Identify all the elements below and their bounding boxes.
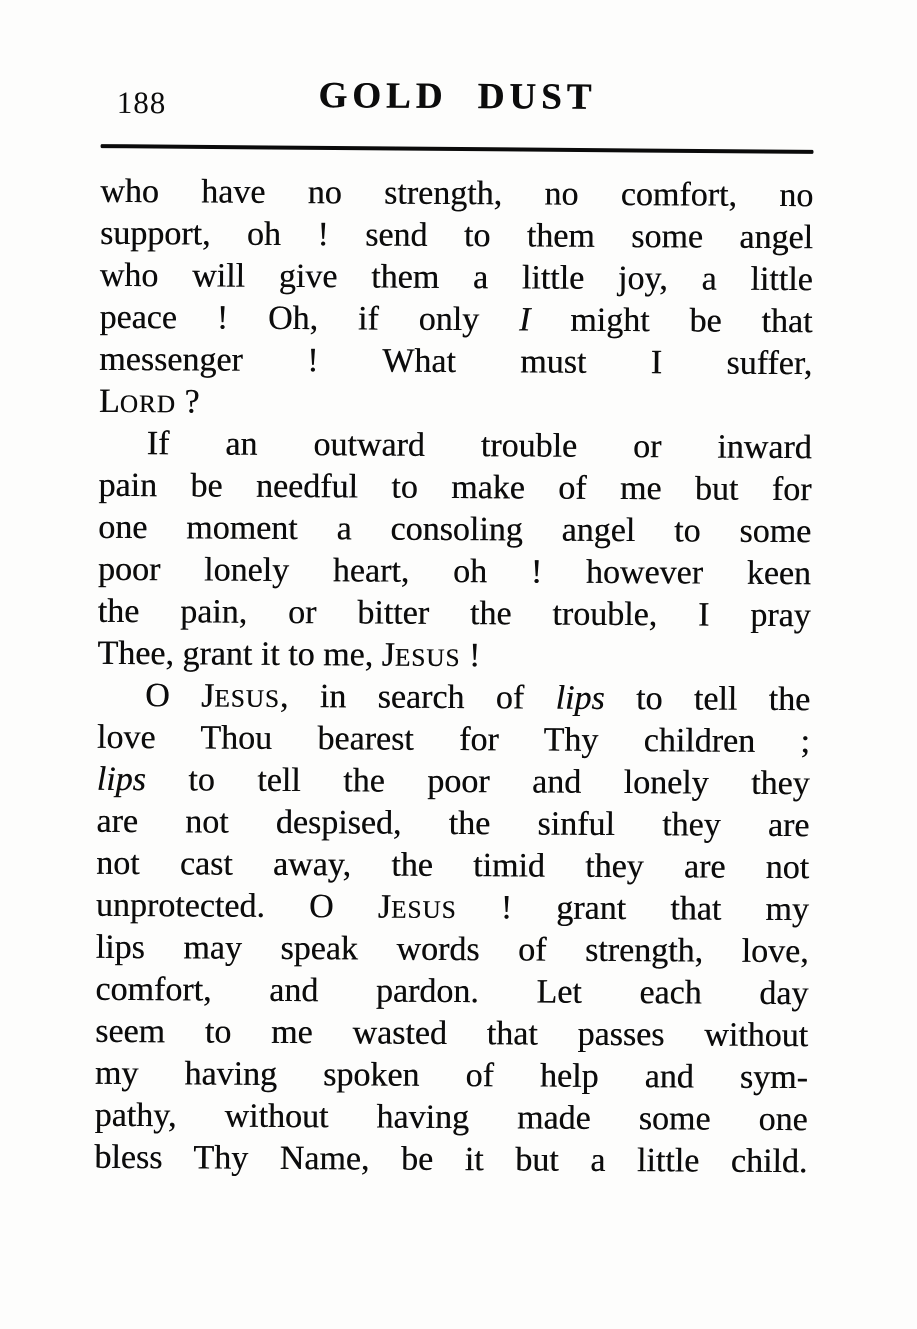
text-segment: support, oh ! send to them some angel — [99, 214, 814, 257]
text-segment: peace ! Oh, if only — [99, 298, 520, 339]
text-line — [96, 801, 809, 847]
text-line — [98, 549, 811, 595]
text-line — [95, 1053, 808, 1099]
page-content — [94, 72, 814, 1183]
running-title: GOLD DUST — [318, 75, 597, 118]
text-segment: who have no strength, no comfort, no — [100, 172, 814, 215]
text-segment: comfort, and pardon. Let each day — [95, 970, 809, 1013]
text-segment: bless Thy Name, be it but a little child. — [94, 1138, 808, 1181]
text-segment: might be that — [530, 301, 813, 341]
text-line — [97, 633, 810, 679]
text-segment: who will give them a little joy, a little — [99, 256, 813, 299]
text-segment: ! — [460, 637, 481, 675]
text-segment: one moment a consoling angel to some — [98, 508, 812, 551]
text-line — [95, 969, 808, 1015]
italic-text: lips — [96, 760, 146, 799]
header-rule — [101, 144, 814, 154]
text-line — [98, 465, 811, 511]
text-line — [95, 1011, 808, 1057]
smallcaps-text: ESUS — [390, 896, 457, 925]
paragraph — [99, 171, 814, 427]
text-line — [94, 1137, 807, 1183]
text-line — [96, 927, 809, 973]
text-segment: , in search of — [279, 677, 556, 717]
text-line — [97, 759, 810, 805]
text-segment: pain be needful to make of me but for — [98, 466, 812, 509]
text-line — [99, 339, 812, 385]
text-segment: are not despised, the sinful they are — [96, 802, 810, 845]
smallcaps-text: ORD — [119, 390, 176, 419]
text-segment: pathy, without having made some one — [94, 1096, 808, 1139]
text-segment: ! grant that my — [456, 889, 809, 929]
text-segment: ? — [175, 383, 200, 421]
text-segment: to tell the — [604, 679, 811, 719]
text-segment: seem to me wasted that passes without — [95, 1012, 809, 1055]
text-segment: lips may speak words of strength, love, — [95, 928, 809, 971]
italic-text: lips — [555, 679, 605, 717]
text-line — [98, 591, 811, 637]
page-number: 188 — [116, 84, 167, 121]
text-line — [95, 1095, 808, 1141]
text-segment: to tell the poor and lonely they — [145, 761, 810, 803]
text-line — [98, 507, 811, 553]
smallcaps-text: ESUS — [214, 685, 280, 713]
text-segment: poor lonely heart, oh ! however keen — [97, 550, 812, 593]
text-line — [100, 171, 813, 217]
text-segment: Thee, grant it to me, J — [97, 634, 395, 674]
text-segment: not cast away, the timid they are not — [96, 844, 810, 887]
text-line — [99, 297, 812, 343]
text-line — [100, 213, 813, 259]
text-segment: If an outward trouble or inward — [146, 425, 812, 467]
text-segment: my having spoken of help and sym- — [94, 1054, 808, 1097]
text-segment: L — [98, 382, 120, 420]
text-segment: love Thou bearest for Thy children ; — [96, 718, 811, 761]
text-segment: messenger ! What must I suffer, — [99, 340, 813, 383]
text-line — [97, 675, 810, 721]
text-line — [100, 255, 813, 301]
text-block — [94, 171, 813, 1183]
smallcaps-text: ESUS — [394, 644, 461, 673]
text-line — [96, 885, 809, 931]
italic-text: I — [518, 301, 531, 339]
text-segment: O J — [145, 677, 215, 715]
text-line — [99, 423, 812, 469]
page-header — [101, 72, 814, 122]
paragraph — [94, 675, 810, 1183]
text-segment: the pain, or bitter the trouble, I pray — [97, 592, 811, 635]
text-line — [96, 843, 809, 889]
text-segment: unprotected. O J — [95, 886, 392, 926]
paragraph — [97, 423, 812, 679]
text-line — [99, 381, 812, 427]
text-line — [97, 717, 810, 763]
